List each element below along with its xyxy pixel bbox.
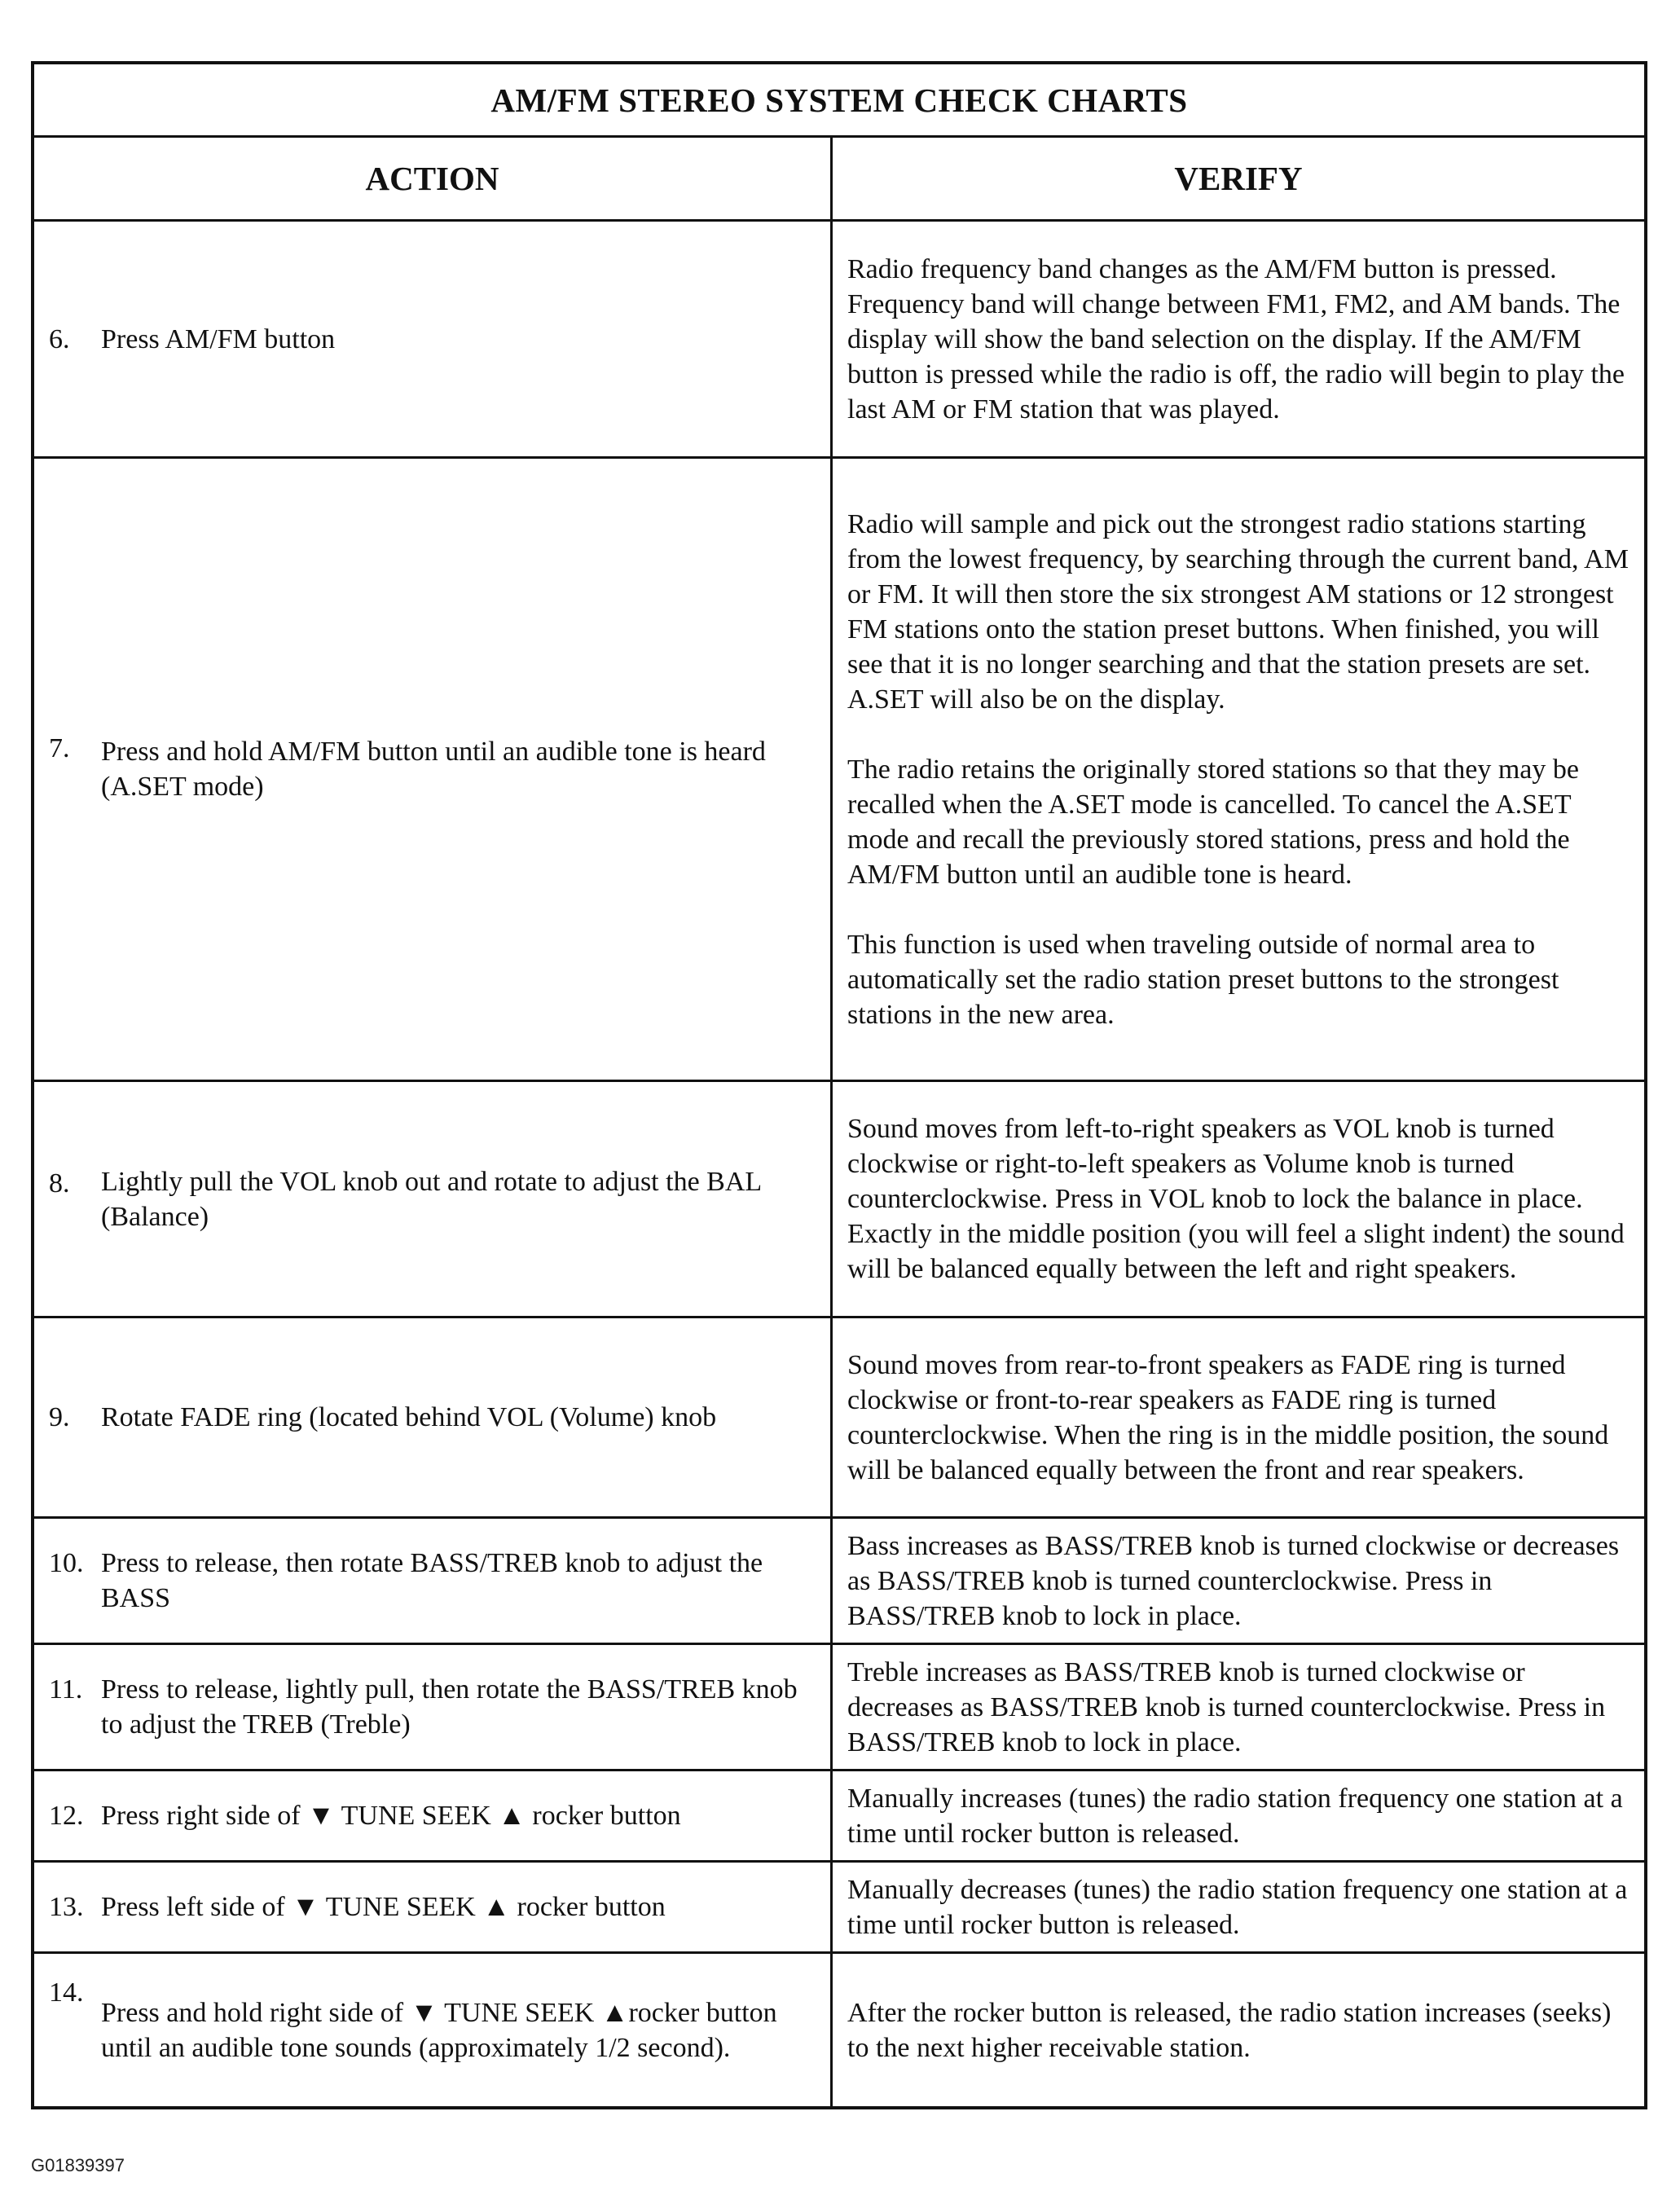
verify-text: Sound moves from left-to-right speakers as VOL knob is turned clockwise or right-to-left speakers as Volume knob is turned counterclockwise. Press in VOL knob to lock the balance in place. Exactly in the middle position (you will feel a slight indent) the sound will be balanced equally between the left and right speakers. [847, 1114, 1625, 1284]
action-cell [34, 222, 833, 456]
table-row [34, 1771, 1644, 1863]
table-row [34, 1954, 1644, 2106]
action-cell [34, 1645, 833, 1769]
action-text: Press and hold right side of ▼ TUNE SEEK ▲rocker button until an audible tone sounds (approximately 1/2 second). [101, 1997, 777, 2063]
verify-text: After the rocker button is released, the radio station increases (seeks) to the next higher receivable station. [847, 1997, 1612, 2063]
verify-cell [833, 222, 1644, 456]
verify-text: Radio will sample and pick out the strongest radio stations starting from the lowest frequency, by searching through the current band, AM or FM. It will then store the six strongest AM stations or 12 strongest FM stations onto the station preset buttons. When finished, you will see that it is no longer searching and that the station presets are set. A.SET will also be on the display. [847, 508, 1629, 715]
table-row [34, 1519, 1644, 1645]
verify-text: Manually increases (tunes) the radio station frequency one station at a time until rocker button is released. [847, 1783, 1623, 1849]
verify-cell [833, 1771, 1644, 1860]
table-row [34, 1645, 1644, 1771]
step-number: 13. [49, 1892, 84, 1922]
action-text: Press to release, lightly pull, then rotate the BASS/TREB knob to adjust the TREB (Treble) [101, 1674, 798, 1740]
step-number: 8. [49, 1168, 70, 1199]
action-cell [34, 1519, 833, 1643]
step-number: 6. [49, 323, 70, 354]
verify-header: VERIFY [1174, 160, 1303, 197]
figure-reference: G01839397 [31, 2155, 125, 2175]
action-cell [34, 1954, 833, 2106]
action-cell [34, 1771, 833, 1860]
table-row [34, 1082, 1644, 1318]
step-number: 10. [49, 1548, 84, 1578]
verify-cell [833, 1863, 1644, 1951]
step-number: 7. [49, 733, 70, 763]
verify-text: Manually decreases (tunes) the radio station frequency one station at a time until rocker button is released. [847, 1874, 1628, 1940]
verify-text: Bass increases as BASS/TREB knob is turned clockwise or decreases as BASS/TREB knob is turned counterclockwise. Press in BASS/TREB knob to lock in place. [847, 1530, 1620, 1631]
action-text: Press right side of ▼ TUNE SEEK ▲ rocker button [101, 1801, 681, 1831]
verify-cell [833, 1318, 1644, 1516]
verify-cell [833, 1519, 1644, 1643]
action-text: Press left side of ▼ TUNE SEEK ▲ rocker button [101, 1892, 666, 1922]
verify-text: Radio frequency band changes as the AM/FM button is pressed. Frequency band will change between FM1, FM2, and AM bands. The display will show the band selection on the display. If the AM/FM button is pressed while the radio is off, the radio will begin to play the last AM or FM station that was played. [847, 253, 1625, 424]
verify-cell [833, 1082, 1644, 1316]
table-row [34, 1318, 1644, 1519]
header-row [34, 138, 1644, 222]
step-number: 14. [49, 1977, 84, 2008]
action-text: Press AM/FM button [101, 323, 336, 354]
verify-text: The radio retains the originally stored stations so that they may be recalled when the A.SET mode is cancelled. To cancel the A.SET mode and recall the previously stored stations, press and hold the AM/FM button until an audible tone is heard. [847, 754, 1579, 890]
action-cell [34, 459, 833, 1080]
verify-text: This function is used when traveling outside of normal area to automatically set the radio station preset buttons to the strongest stations in the new area. [847, 929, 1559, 1030]
step-number: 12. [49, 1801, 84, 1831]
action-header: ACTION [34, 138, 833, 219]
step-number: 11. [49, 1674, 83, 1705]
action-cell [34, 1863, 833, 1951]
table-row [34, 1863, 1644, 1954]
table-row [34, 222, 1644, 459]
action-cell [34, 1082, 833, 1316]
action-text: Press to release, then rotate BASS/TREB knob to adjust the BASS [101, 1548, 763, 1613]
action-text: Lightly pull the VOL knob out and rotate to adjust the BAL (Balance) [101, 1166, 761, 1232]
verify-text: Treble increases as BASS/TREB knob is turned clockwise or decreases as BASS/TREB knob is turned counterclockwise. Press in BASS/TREB knob to lock in place. [847, 1656, 1606, 1757]
chart-title: AM/FM STEREO SYSTEM CHECK CHARTS [34, 64, 1644, 138]
action-text: Rotate FADE ring (located behind VOL (Volume) knob [101, 1402, 717, 1432]
action-text: Press and hold AM/FM button until an audible tone is heard (A.SET mode) [101, 737, 766, 802]
action-cell [34, 1318, 833, 1516]
verify-cell [833, 459, 1644, 1080]
table-row [34, 459, 1644, 1082]
verify-cell [833, 1645, 1644, 1769]
check-chart-table [31, 61, 1647, 2109]
verify-text: Sound moves from rear-to-front speakers as FADE ring is turned clockwise or front-to-rear speakers as FADE ring is turned counterclockwise. When the ring is in the middle position, the sound will be balanced equally between the front and rear speakers. [847, 1349, 1609, 1485]
verify-cell [833, 1954, 1644, 2106]
step-number: 9. [49, 1402, 70, 1432]
